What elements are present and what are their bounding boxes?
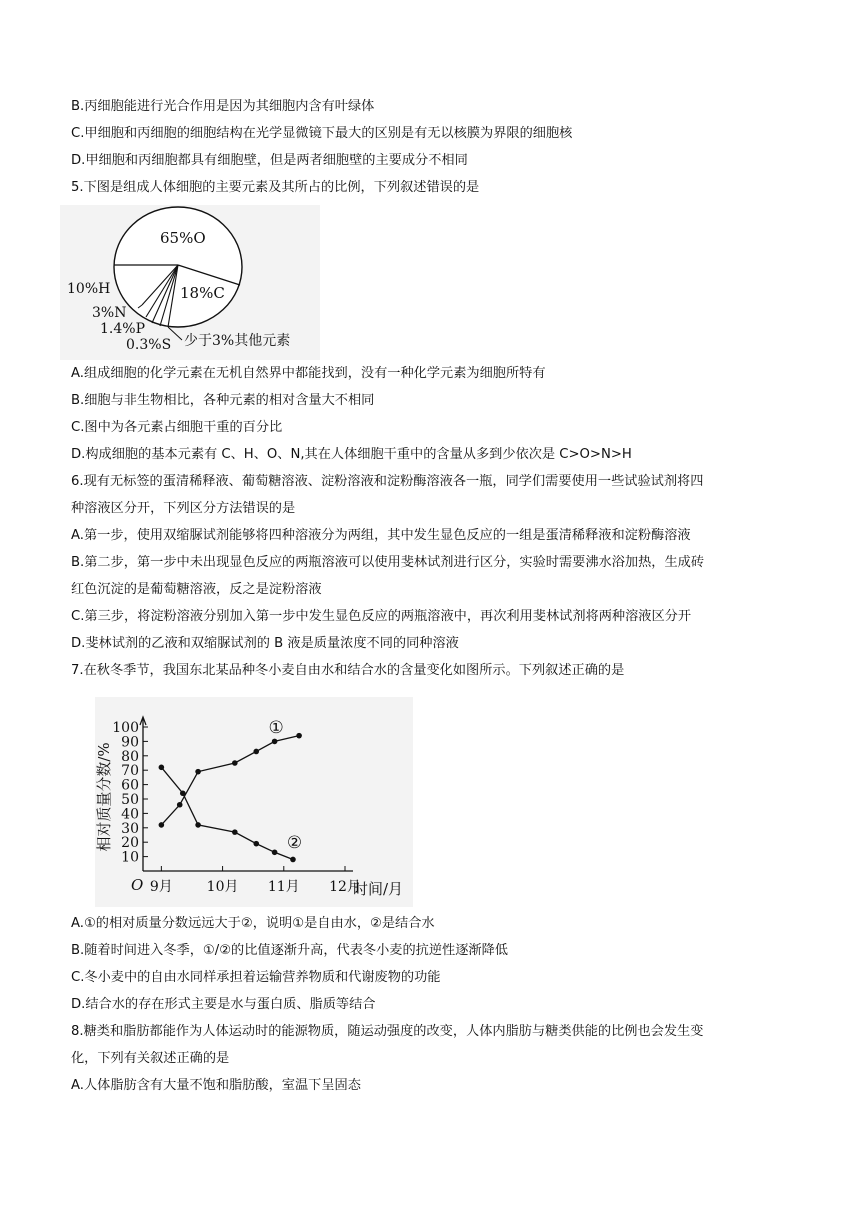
pie-label-h: 10%H <box>67 281 111 297</box>
data-point <box>159 822 165 828</box>
q5-stem: 5.下图是组成人体细胞的主要元素及其所占的比例，下列叙述错误的是 <box>71 180 480 195</box>
pie-label-other: 少于3%其他元素 <box>184 333 291 349</box>
x-tick-label: 9月 <box>149 879 173 895</box>
data-point <box>195 769 201 775</box>
x-tick-label: 12月 <box>329 879 361 895</box>
element-pie-figure <box>60 205 320 360</box>
q7-option-b: B.随着时间进入冬季，①/②的比值逐渐升高，代表冬小麦的抗逆性逐渐降低 <box>71 943 508 958</box>
pie-label-s: 0.3%S <box>126 337 172 353</box>
y-tick-label: 80 <box>121 748 139 765</box>
y-tick-label: 40 <box>121 806 139 823</box>
y-tick-label: 10 <box>121 849 139 866</box>
q5-option-c: C.图中为各元素占细胞干重的百分比 <box>71 420 283 435</box>
y-tick-label: 20 <box>121 835 139 852</box>
data-point <box>253 749 259 755</box>
q8-stem-1: 8.糖类和脂肪都能作为人体运动时的能源物质，随运动强度的改变，人体内脂肪与糖类供能的比例也会发生变 <box>71 1024 704 1039</box>
q7-option-d: D.结合水的存在形式主要是水与蛋白质、脂质等结合 <box>71 997 376 1012</box>
data-point <box>180 790 186 796</box>
q6-option-a: A.第一步，使用双缩脲试剂能够将四种溶液分为两组，其中发生显色反应的一组是蛋清稀释液和淀粉酶溶液 <box>71 528 691 543</box>
data-point <box>272 739 278 745</box>
q7-option-a: A.①的相对质量分数远远大于②，说明①是自由水，②是结合水 <box>71 916 435 931</box>
data-point <box>272 849 278 855</box>
q8-stem-2: 化，下列有关叙述正确的是 <box>71 1051 230 1066</box>
pie-label-n: 3%N <box>92 305 127 321</box>
x-axis-label: 时间/月 <box>353 880 404 898</box>
data-point <box>232 829 238 835</box>
q5-option-d: D.构成细胞的基本元素有 C、H、O、N,其在人体细胞干重中的含量从多到少依次是 C>O>N>H <box>71 447 632 462</box>
q5-option-a: A.组成细胞的化学元素在无机自然界中都能找到，没有一种化学元素为细胞所特有 <box>71 366 546 381</box>
origin-label: O <box>131 876 144 894</box>
water-content-chart <box>95 697 413 907</box>
q6-stem-2: 种溶液区分开，下列区分方法错误的是 <box>71 501 296 516</box>
q4-option-b: B.丙细胞能进行光合作用是因为其细胞内含有叶绿体 <box>71 99 375 114</box>
y-tick-label: 100 <box>112 720 139 736</box>
q6-option-c: C.第三步，将淀粉溶液分别加入第一步中发生显色反应的两瓶溶液中，再次利用斐林试剂将两种溶液区分开 <box>71 609 692 624</box>
pie-label-p: 1.4%P <box>100 321 145 337</box>
data-point <box>177 802 183 808</box>
q6-stem-1: 6.现有无标签的蛋清稀释液、葡萄糖溶液、淀粉溶液和淀粉酶溶液各一瓶，同学们需要使用一些试验试剂将四 <box>71 474 704 489</box>
series-label-2: ② <box>286 832 303 853</box>
data-point <box>232 760 238 766</box>
q7-option-c: C.冬小麦中的自由水同样承担着运输营养物质和代谢废物的功能 <box>71 970 441 985</box>
data-point <box>159 765 165 771</box>
series-label-1: ① <box>268 717 284 738</box>
y-axis-label: 相对质量分数/% <box>95 742 113 852</box>
q6-option-b-1: B.第二步，第一步中未出现显色反应的两瓶溶液可以使用斐林试剂进行区分，实验时需要沸水浴加热，生成砖 <box>71 555 705 570</box>
q8-option-a: A.人体脂肪含有大量不饱和脂肪酸，室温下呈固态 <box>71 1078 361 1093</box>
y-tick-label: 30 <box>121 820 139 837</box>
data-point <box>253 841 259 847</box>
y-tick-label: 60 <box>121 777 139 794</box>
x-tick-label: 10月 <box>206 879 239 895</box>
q4-option-d: D.甲细胞和丙细胞都具有细胞壁，但是两者细胞壁的主要成分不相同 <box>71 153 468 168</box>
q6-option-b-2: 红色沉淀的是葡萄糖溶液，反之是淀粉溶液 <box>71 582 322 597</box>
pie-label-o: 65%O <box>160 229 206 247</box>
data-point <box>290 857 296 863</box>
x-tick-label: 11月 <box>267 879 300 895</box>
q7-stem: 7.在秋冬季节，我国东北某品种冬小麦自由水和结合水的含量变化如图所示。下列叙述正确的是 <box>71 663 625 678</box>
data-point <box>296 733 302 739</box>
q5-option-b: B.细胞与非生物相比，各种元素的相对含量大不相同 <box>71 393 375 408</box>
y-tick-label: 70 <box>121 763 139 780</box>
q6-option-d: D.斐林试剂的乙液和双缩脲试剂的 B 液是质量浓度不同的同种溶液 <box>71 636 459 651</box>
data-point <box>195 822 201 828</box>
pie-label-c: 18%C <box>180 284 225 302</box>
y-tick-label: 90 <box>121 734 139 751</box>
q4-option-c: C.甲细胞和丙细胞的细胞结构在光学显微镜下最大的区别是有无以核膜为界限的细胞核 <box>71 126 573 141</box>
y-tick-label: 50 <box>121 792 139 808</box>
